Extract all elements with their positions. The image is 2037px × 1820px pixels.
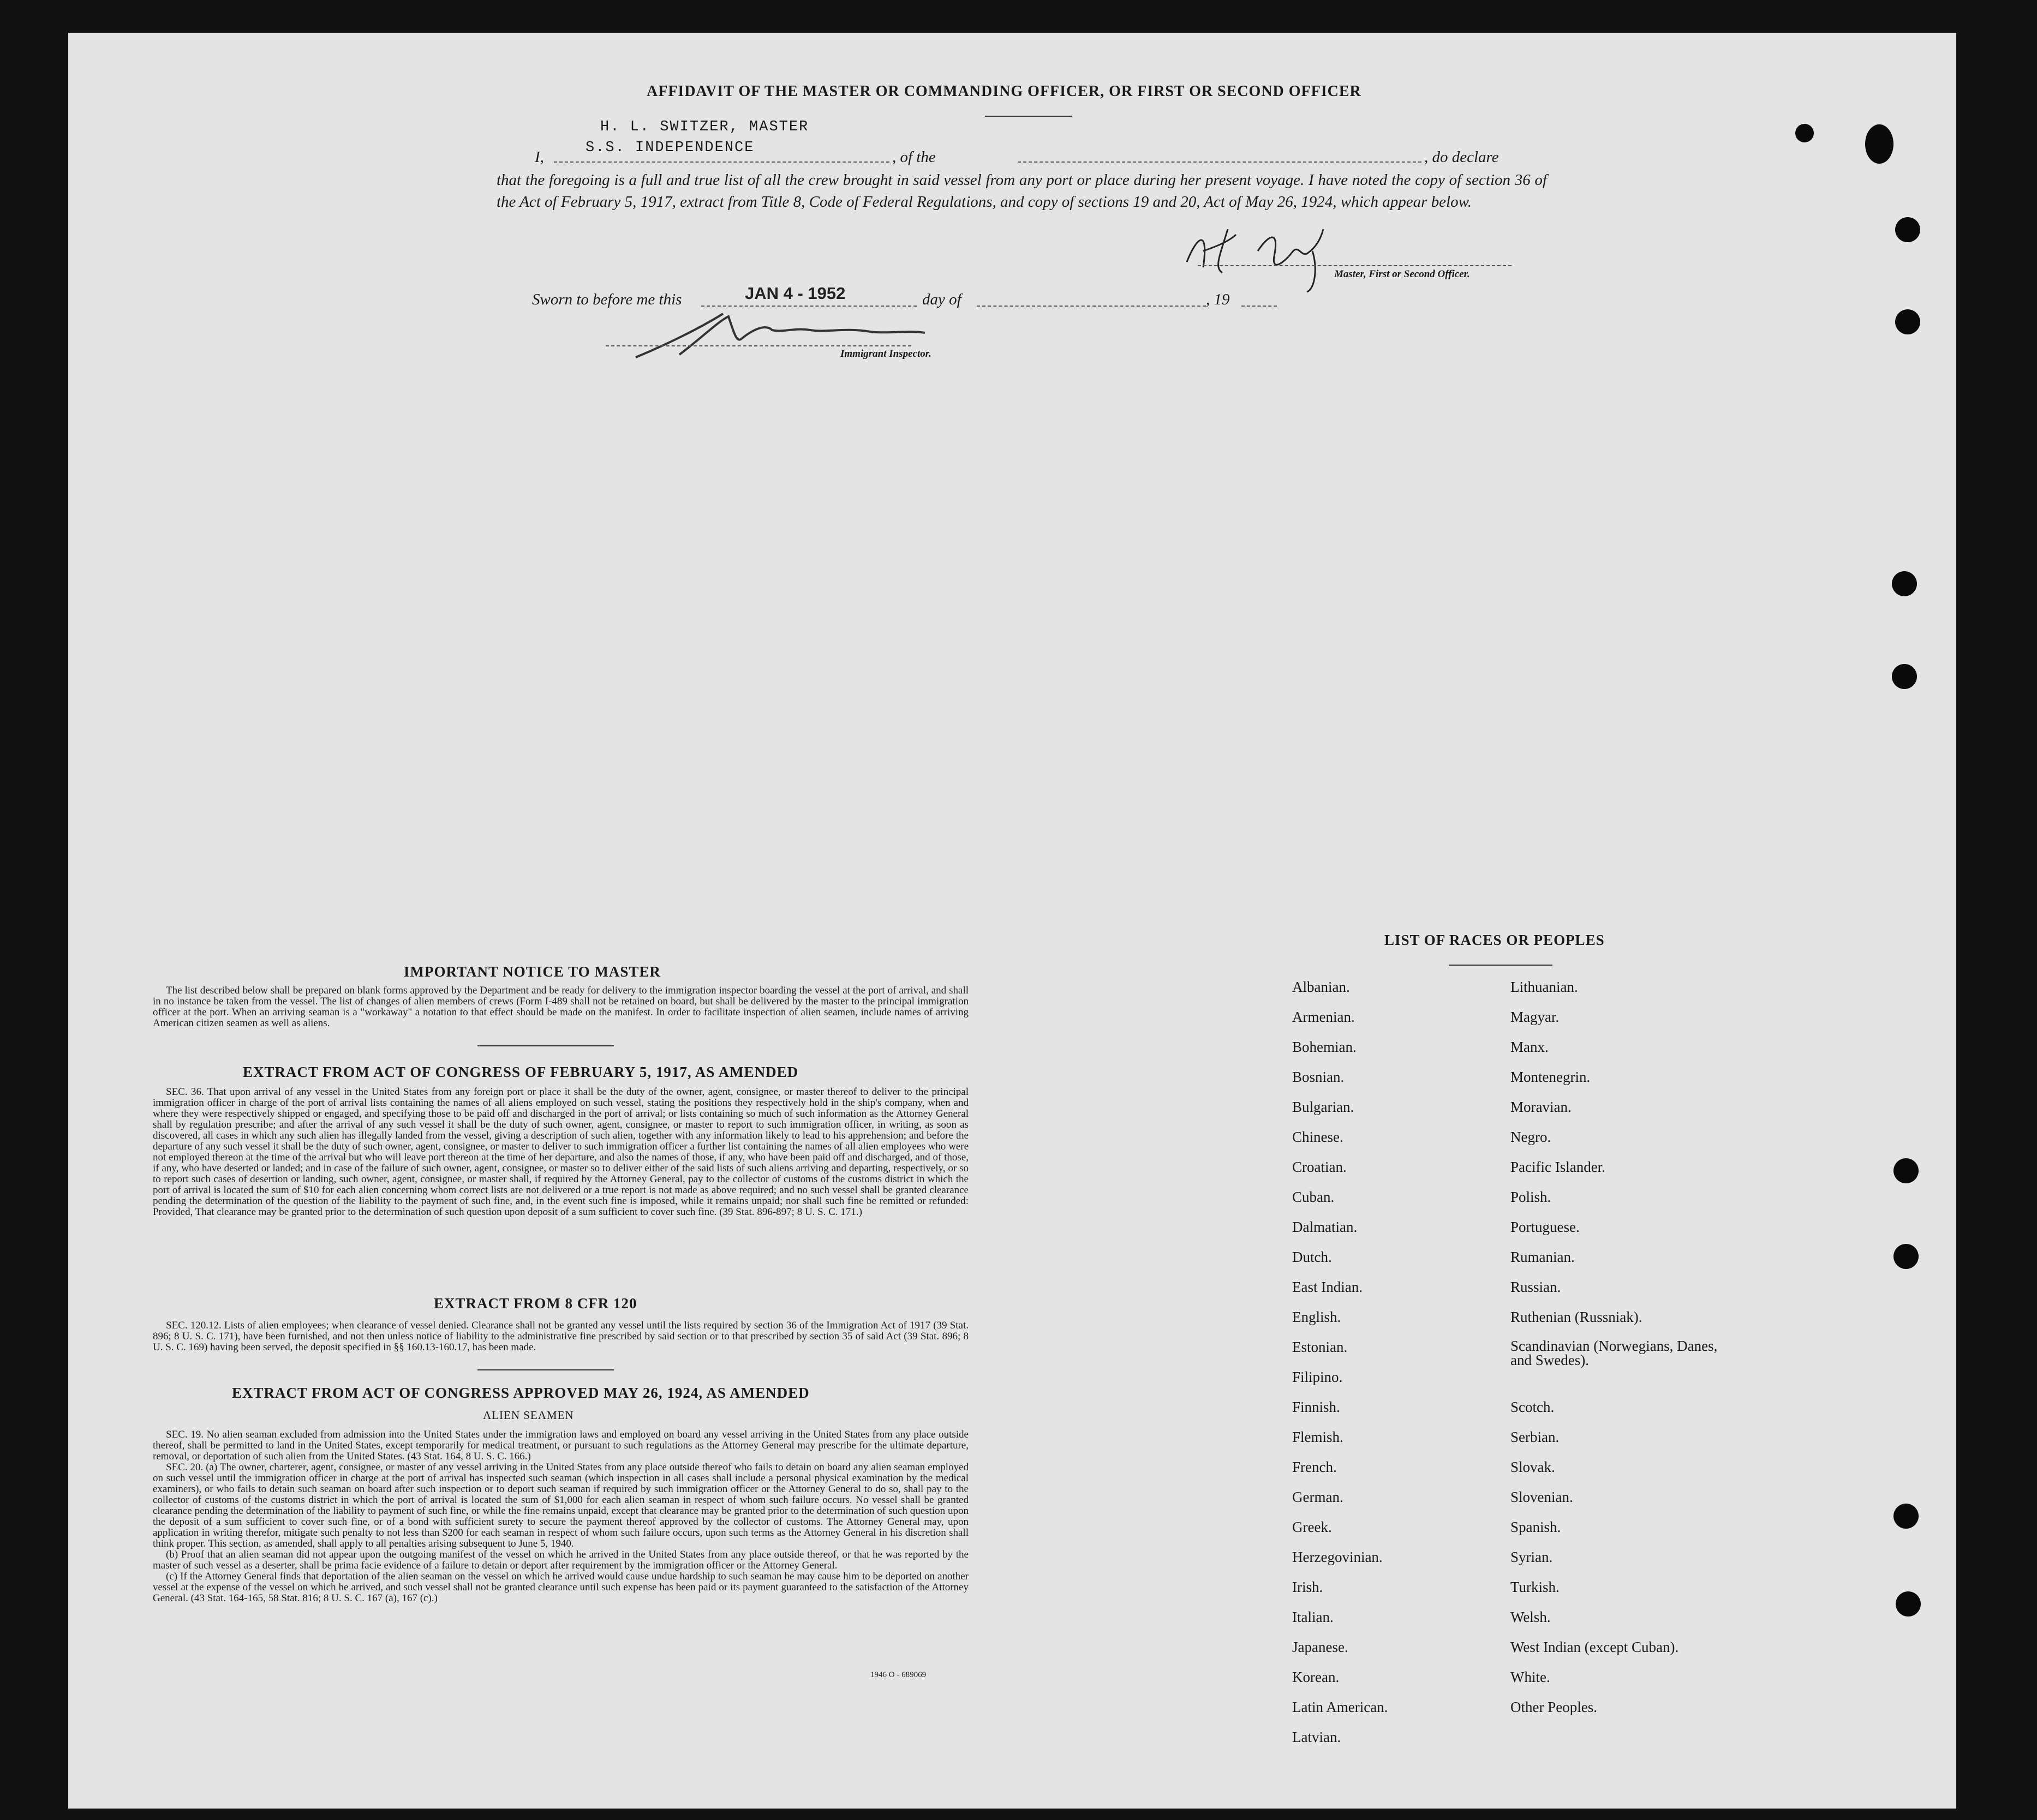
race-item: Scotch. — [1510, 1399, 1555, 1415]
binder-hole — [1795, 124, 1814, 142]
day-dotted-line — [977, 306, 1206, 307]
race-item: Ruthenian (Russniak). — [1510, 1309, 1642, 1325]
race-item: Albanian. — [1292, 979, 1350, 995]
race-item: Montenegrin. — [1510, 1069, 1591, 1085]
i-label: I, — [535, 148, 544, 166]
race-item: German. — [1292, 1489, 1343, 1505]
races-rule — [1449, 965, 1552, 966]
race-item: Latvian. — [1292, 1729, 1341, 1745]
of-the-label: , of the — [892, 148, 936, 166]
race-item: Manx. — [1510, 1039, 1549, 1055]
binder-hole — [1865, 124, 1893, 164]
races-title: LIST OF RACES OR PEOPLES — [1384, 932, 1605, 948]
alien-seamen-subtitle: ALIEN SEAMEN — [483, 1409, 574, 1422]
do-declare-label: , do declare — [1424, 148, 1499, 166]
race-item: Polish. — [1510, 1189, 1551, 1205]
sec-20c-paragraph: (c) If the Attorney General finds that deportation of the alien seaman on the vessel on which he arrived would cause undue hardship to such seaman he may cause him to be deported on another vessel at the expense of the vessel on which he arrived, and such vessel shall not be granted clearance until such expense has been paid or its payment guaranteed to the satisfaction of the Attorney General. (43 Stat. 164-165, 58 Stat. 816; 8 U. S. C. 167 (a), 167 (c).) — [153, 1571, 969, 1604]
binder-hole — [1895, 309, 1920, 334]
extract-1924-text — [153, 1429, 969, 1604]
inspector-signature-line — [606, 345, 911, 346]
race-item: Korean. — [1292, 1669, 1340, 1685]
race-item: Lithuanian. — [1510, 979, 1578, 995]
extract-1917-text: SEC. 36. That upon arrival of any vessel in the United States from any foreign port or place it shall be the duty of the owner, agent, consignee, or master thereof to deliver to the principal immigration officer in charge of the port of arrival lists containing the names of all aliens employed on such vessel, stating the positions they respectively hold in the ship's company, when and where they were respectively shipped or engaged, and specifying those to be paid off and discharged in the port of arrival; or lists containing so much of such information as the Attorney General shall by regulation prescribe; and after the arrival of any such vessel it shall be the duty of such owner, agent, consignee, or master to report to such immigration officer, in writing, as soon as discovered, all cases in which any such alien has illegally landed from the vessel, giving a description of such alien, together with any information likely to lead to his apprehension; and before the departure of any such vessel it shall be the duty of such owner, agent, consignee, or master to deliver to such immigration officer a further list containing the names of all alien employees who were not employed thereon at the time of the arrival but who will leave port thereon at the time of her departure, and also the names of those, if any, who have been paid off and discharged, and of those, if any, who have deserted or landed; and in case of the failure of such owner, agent, consignee, or master so to deliver either of the said lists of such aliens arriving and departing, respectively, or so to report such cases of desertion or landing, such owner, agent, consignee, or master shall, if required by the Attorney General, pay to the collector of customs of the customs district in which the port of arrival is located the sum of $10 for each alien concerning whom correct lists are not delivered or a true report is not made as above required; and no such vessel shall be granted clearance pending the determination of the question of the liability to the payment of such fine, and, in the event such fine is imposed, while it remains unpaid; nor shall such fine be remitted or refunded: Provided, That clearance may be granted prior to the determination of such question upon deposit of a sum sufficient to cover such fine. (39 Stat. 896-897; 8 U. S. C. 171.) — [153, 1086, 969, 1218]
race-item: Moravian. — [1510, 1099, 1572, 1115]
year-dotted-line — [1241, 306, 1277, 307]
year-prefix: , 19 — [1206, 291, 1230, 308]
race-item: Herzegovinian. — [1292, 1549, 1383, 1565]
race-item: Bohemian. — [1292, 1039, 1357, 1055]
extract-cfr-title: EXTRACT FROM 8 CFR 120 — [434, 1295, 637, 1312]
race-item: Negro. — [1510, 1129, 1551, 1145]
binder-hole — [1893, 1158, 1919, 1183]
race-item: Estonian. — [1292, 1339, 1348, 1355]
race-item: Magyar. — [1510, 1009, 1560, 1025]
race-item: Dalmatian. — [1292, 1219, 1358, 1235]
notice-title: IMPORTANT NOTICE TO MASTER — [404, 963, 661, 980]
sec-20b-paragraph: (b) Proof that an alien seaman did not appear upon the outgoing manifest of the vessel on which he arrived in the United States from any place outside thereof, or that he was reported by the master of such vessel as a deserter, shall be prima facie evidence of a failure to detain or deport after requirement by the immigration officer or the Attorney General. — [153, 1549, 969, 1571]
master-caption: Master, First or Second Officer. — [1334, 268, 1470, 280]
race-item: Latin American. — [1292, 1699, 1388, 1715]
race-item: Spanish. — [1510, 1519, 1561, 1535]
sec-19-paragraph: SEC. 19. No alien seaman excluded from admission into the United States under the immigration laws and employed on board any vessel arriving in the United States from any place outside thereof, shall be permitted to land in the United States, except temporarily for medical treatment, or pursuant to such regulations as the Attorney General may prescribe for the ultimate departure, removal, or deportation of such alien from the United States. (43 Stat. 164, 8 U. S. C. 166.) — [153, 1429, 969, 1462]
race-item: Pacific Islander. — [1510, 1159, 1605, 1175]
sworn-label: Sworn to before me this — [532, 291, 682, 308]
race-item: Russian. — [1510, 1279, 1561, 1295]
race-item: Armenian. — [1292, 1009, 1355, 1025]
cfr-rule — [477, 1369, 614, 1370]
affidavit-body: that the foregoing is a full and true list of all the crew brought in said vessel from any port or place during her present voyage. I have noted the copy of section 36 of the Act of February 5, 1917, extract from Title 8, Code of Federal Regulations, and copy of sections 19 and 20, Act of May 26, 1924, which appear below. — [497, 171, 1547, 211]
extract-cfr-text: SEC. 120.12. Lists of alien employees; when clearance of vessel denied. Clearance shall not be granted any vessel until the lists required by section 36 of the Immigration Act of 1917 (39 Stat. 896; 8 U. S. C. 171), have been furnished, and not then unless notice of liability to the administrative fine prescribed by said section or to that prescribed by section 35 of said Act (39 Stat. 896; 8 U. S. C. 169) having been served, the deposit specified in §§ 160.13-160.17, has been made. — [153, 1320, 969, 1353]
race-item: English. — [1292, 1309, 1341, 1325]
race-item: Japanese. — [1292, 1639, 1348, 1655]
race-item: Croatian. — [1292, 1159, 1347, 1175]
title-rule — [985, 116, 1072, 117]
race-item: Flemish. — [1292, 1429, 1343, 1445]
race-item: French. — [1292, 1459, 1337, 1475]
race-item: Cuban. — [1292, 1189, 1335, 1205]
race-item: Serbian. — [1510, 1429, 1560, 1445]
race-item: Turkish. — [1510, 1579, 1560, 1595]
race-item: Dutch. — [1292, 1249, 1332, 1265]
race-item: Slovenian. — [1510, 1489, 1573, 1505]
race-item: Irish. — [1292, 1579, 1323, 1595]
race-item: Other Peoples. — [1510, 1699, 1597, 1715]
race-item: Filipino. — [1292, 1369, 1343, 1385]
notice-text: The list described below shall be prepared on blank forms approved by the Department and be ready for delivery to the immigration inspector boarding the vessel at the port of arrival, and shall in no instance be taken from the vessel. The list of changes of alien members of crews (Form I-489 shall not be retained on board, but shall be delivered by the master to the principal immigration officer at the port. When an arriving seaman is a "workaway" a notation to that effect should be made on the manifest. In order to facilitate inspection of alien seamen, include names of arriving American citizen seamen as well as aliens. — [153, 985, 969, 1029]
race-item: Italian. — [1292, 1609, 1334, 1625]
inspector-caption: Immigrant Inspector. — [840, 348, 931, 360]
race-item: East Indian. — [1292, 1279, 1363, 1295]
master-name-typed: H. L. SWITZER, MASTER — [600, 119, 809, 135]
race-item: West Indian (except Cuban). — [1510, 1639, 1679, 1655]
binder-hole — [1892, 664, 1917, 689]
race-item: Welsh. — [1510, 1609, 1551, 1625]
race-item: Greek. — [1292, 1519, 1332, 1535]
binder-hole — [1893, 1244, 1919, 1269]
race-item: Bulgarian. — [1292, 1099, 1354, 1115]
binder-hole — [1892, 571, 1917, 596]
binder-hole — [1895, 217, 1920, 242]
race-item: Syrian. — [1510, 1549, 1553, 1565]
extract-1917-title: EXTRACT FROM ACT OF CONGRESS OF FEBRUARY 5, 1917, AS AMENDED — [243, 1064, 799, 1080]
race-item: Chinese. — [1292, 1129, 1343, 1145]
master-signature — [1176, 213, 1351, 295]
sec-20a-paragraph: SEC. 20. (a) The owner, charterer, agent, consignee, or master of any vessel arriving in the United States from any place outside thereof who fails to detain on board any alien seaman employed on such vessel until the immigration officer in charge at the port of arrival has inspected such seaman (which inspection in all cases shall include a personal physical examination by the medical examiners), or who fails to detain such seaman on board after such inspection or to deport such seaman if required by such immigration officer or the Attorney General to do so, shall pay to the collector of customs of the customs district in which the port of arrival is located the sum of $1,000 for each alien seaman in respect of whom such failure occurs. No vessel shall be granted clearance pending the determination of the liability to payment of such fine, or while the fine remains unpaid, except that clearance may be granted prior to the determination of such question upon the deposit of a sum sufficient to cover such fine, or of a bond with sufficient surety to secure the payment thereof approved by the collector of customs. The Attorney General may, upon application in writing therefor, mitigate such penalty to not less than $200 for each seaman in respect of whom such failure occurs, upon such terms as the Attorney General in his discretion shall think proper. This section, as amended, shall apply to all penalties arising subsequent to June 5, 1940. — [153, 1462, 969, 1549]
document-page — [68, 33, 1956, 1809]
race-item: White. — [1510, 1669, 1550, 1685]
day-of-label: day of — [922, 291, 961, 308]
race-item: Rumanian. — [1510, 1249, 1575, 1265]
binder-hole — [1893, 1504, 1919, 1529]
master-signature-line — [1198, 265, 1512, 266]
affidavit-title: AFFIDAVIT OF THE MASTER OR COMMANDING OFFICER, OR FIRST OR SECOND OFFICER — [647, 83, 1361, 100]
vessel-dotted-line — [1018, 161, 1421, 163]
print-code: 1946 O - 689069 — [870, 1671, 927, 1679]
race-item: Slovak. — [1510, 1459, 1555, 1475]
binder-hole — [1896, 1591, 1921, 1617]
race-item: Bosnian. — [1292, 1069, 1345, 1085]
notice-rule — [477, 1045, 614, 1046]
extract-1924-title: EXTRACT FROM ACT OF CONGRESS APPROVED MAY 26, 1924, AS AMENDED — [232, 1385, 810, 1401]
race-item: Scandinavian (Norwegians, Danes, and Swedes). — [1510, 1338, 1718, 1368]
name-dotted-line — [554, 161, 889, 163]
race-item: Portuguese. — [1510, 1219, 1580, 1235]
sworn-stamp: JAN 4 - 1952 — [745, 284, 846, 303]
vessel-name-typed: S.S. INDEPENDENCE — [586, 140, 755, 156]
race-item: Finnish. — [1292, 1399, 1340, 1415]
